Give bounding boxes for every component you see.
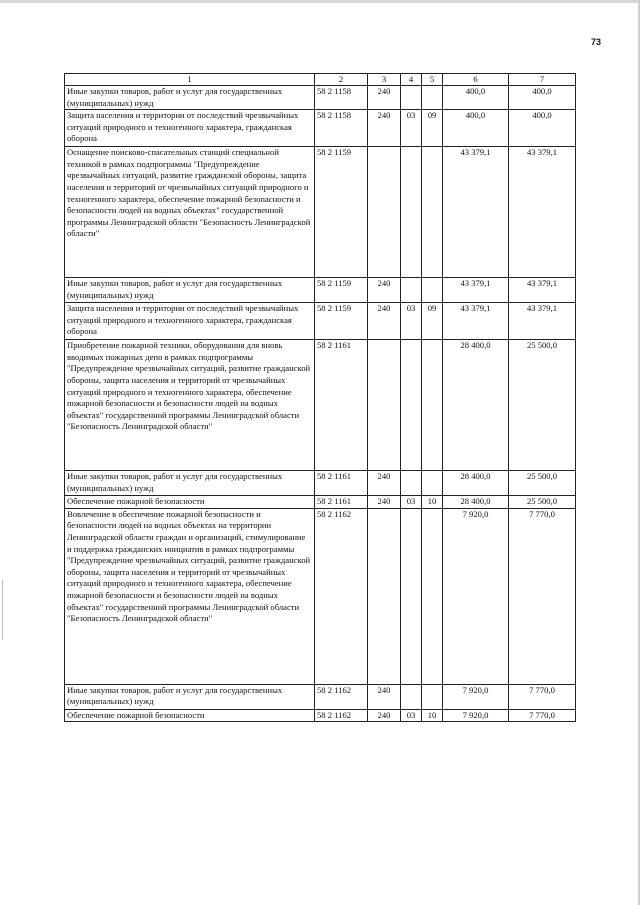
amount-col7: 7 770,0 <box>509 684 576 709</box>
table-row <box>65 147 576 278</box>
amount-col7: 43 379,1 <box>509 278 576 303</box>
section-code <box>401 684 422 709</box>
row-name: Приобретение пожарной техники, оборудования для вновь вводимых пожарных депо в рамках подпрограммы "Предупреждение чрезвычайных ситуаций, развитие гражданской обороны, защита населения и территорий от чрезвычайных ситуаций природного и техногенного характера, обеспечение пожарной безопасности и безопасности людей на водных объектах" государственной программы Ленинградской области "Безопасность Ленинградской области" <box>65 340 315 471</box>
page-number: 73 <box>591 37 602 47</box>
amount-col6: 43 379,1 <box>443 278 509 303</box>
row-name: Вовлечение в обеспечение пожарной безопасности и безопасности людей на водных объектах на территории Ленинградской области граждан и организаций, стимулирование и поддержка гражданских инициатив в рамках подпрограммы "Предупреждение чрезвычайных ситуаций, развитие гражданской обороны, защита населения и территорий от чрезвычайных ситуаций природного и техногенного характера, обеспечение пожарной безопасности и безопасности людей на водных объектах" государственной программы Ленинградской области "Безопасность Ленинградской области" <box>65 508 315 684</box>
amount-col7: 7 770,0 <box>509 709 576 722</box>
subsection-code <box>422 340 443 471</box>
amount-col7: 43 379,1 <box>509 147 576 278</box>
amount-col7: 43 379,1 <box>509 303 576 340</box>
amount-col6: 400,0 <box>443 110 509 147</box>
expense-type <box>368 340 401 471</box>
column-header: 1 <box>65 74 315 86</box>
subsection-code <box>422 508 443 684</box>
target-article-code: 58 2 1159 <box>315 147 368 278</box>
amount-col6: 7 920,0 <box>443 508 509 684</box>
row-name: Обеспечение пожарной безопасности <box>65 709 315 722</box>
target-article-code: 58 2 1159 <box>315 278 368 303</box>
subsection-code <box>422 278 443 303</box>
expense-type: 240 <box>368 709 401 722</box>
scan-top-edge <box>0 0 640 3</box>
amount-col6: 7 920,0 <box>443 709 509 722</box>
section-code <box>401 508 422 684</box>
expense-type: 240 <box>368 496 401 509</box>
row-name: Оснащение поисково-спасательных станций специальной техникой в рамках подпрограммы "Предупреждение чрезвычайных ситуаций, развитие гражданской обороны, защита населения и территорий от чрезвычайных ситуаций природного и техногенного характера, обеспечение пожарной безопасности и безопасности людей на водных объектах" государственной программы Ленинградской области "Безопасность Ленинградской области" <box>65 147 315 278</box>
budget-table <box>64 73 576 722</box>
table-row <box>65 709 576 722</box>
subsection-code: 10 <box>422 496 443 509</box>
subsection-code: 10 <box>422 709 443 722</box>
row-name: Обеспечение пожарной безопасности <box>65 496 315 509</box>
expense-type: 240 <box>368 278 401 303</box>
subsection-code: 09 <box>422 110 443 147</box>
expense-type <box>368 147 401 278</box>
subsection-code: 09 <box>422 303 443 340</box>
scan-left-mark <box>2 580 3 640</box>
section-code: 03 <box>401 303 422 340</box>
table-row <box>65 303 576 340</box>
subsection-code <box>422 86 443 110</box>
amount-col6: 400,0 <box>443 86 509 110</box>
section-code: 03 <box>401 110 422 147</box>
table-row <box>65 471 576 496</box>
subsection-code <box>422 147 443 278</box>
amount-col6: 43 379,1 <box>443 147 509 278</box>
expense-type: 240 <box>368 86 401 110</box>
expense-type: 240 <box>368 110 401 147</box>
target-article-code: 58 2 1158 <box>315 110 368 147</box>
expense-type: 240 <box>368 684 401 709</box>
target-article-code: 58 2 1162 <box>315 709 368 722</box>
subsection-code <box>422 471 443 496</box>
expense-type <box>368 508 401 684</box>
amount-col7: 400,0 <box>509 110 576 147</box>
row-name: Защита населения и территории от последствий чрезвычайных ситуаций природного и техногенного характера, гражданская оборона <box>65 303 315 340</box>
target-article-code: 58 2 1161 <box>315 471 368 496</box>
target-article-code: 58 2 1159 <box>315 303 368 340</box>
target-article-code: 58 2 1162 <box>315 508 368 684</box>
amount-col7: 7 770,0 <box>509 508 576 684</box>
section-code <box>401 340 422 471</box>
section-code: 03 <box>401 496 422 509</box>
table-row <box>65 278 576 303</box>
target-article-code: 58 2 1158 <box>315 86 368 110</box>
section-code <box>401 147 422 278</box>
expense-type: 240 <box>368 303 401 340</box>
table-row <box>65 684 576 709</box>
amount-col6: 28 400,0 <box>443 471 509 496</box>
amount-col6: 43 379,1 <box>443 303 509 340</box>
amount-col7: 25 500,0 <box>509 471 576 496</box>
table-row <box>65 86 576 110</box>
table-row <box>65 496 576 509</box>
section-code <box>401 471 422 496</box>
amount-col6: 28 400,0 <box>443 496 509 509</box>
row-name: Защита населения и территории от последствий чрезвычайных ситуаций природного и техногенного характера, гражданская оборона <box>65 110 315 147</box>
row-name: Иные закупки товаров, работ и услуг для государственных (муниципальных) нужд <box>65 278 315 303</box>
column-header: 4 <box>401 74 422 86</box>
subsection-code <box>422 684 443 709</box>
table-row <box>65 508 576 684</box>
row-name: Иные закупки товаров, работ и услуг для государственных (муниципальных) нужд <box>65 471 315 496</box>
target-article-code: 58 2 1162 <box>315 684 368 709</box>
section-code <box>401 86 422 110</box>
amount-col7: 25 500,0 <box>509 496 576 509</box>
amount-col6: 7 920,0 <box>443 684 509 709</box>
column-header: 2 <box>315 74 368 86</box>
table-row <box>65 110 576 147</box>
amount-col7: 400,0 <box>509 86 576 110</box>
target-article-code: 58 2 1161 <box>315 340 368 471</box>
table-row <box>65 340 576 471</box>
amount-col6: 28 400,0 <box>443 340 509 471</box>
section-code: 03 <box>401 709 422 722</box>
row-name: Иные закупки товаров, работ и услуг для государственных (муниципальных) нужд <box>65 684 315 709</box>
column-header: 5 <box>422 74 443 86</box>
column-header: 6 <box>443 74 509 86</box>
column-header: 7 <box>509 74 576 86</box>
column-header: 3 <box>368 74 401 86</box>
row-name: Иные закупки товаров, работ и услуг для государственных (муниципальных) нужд <box>65 86 315 110</box>
section-code <box>401 278 422 303</box>
expense-type: 240 <box>368 471 401 496</box>
table-header-row <box>65 74 576 86</box>
target-article-code: 58 2 1161 <box>315 496 368 509</box>
amount-col7: 25 500,0 <box>509 340 576 471</box>
